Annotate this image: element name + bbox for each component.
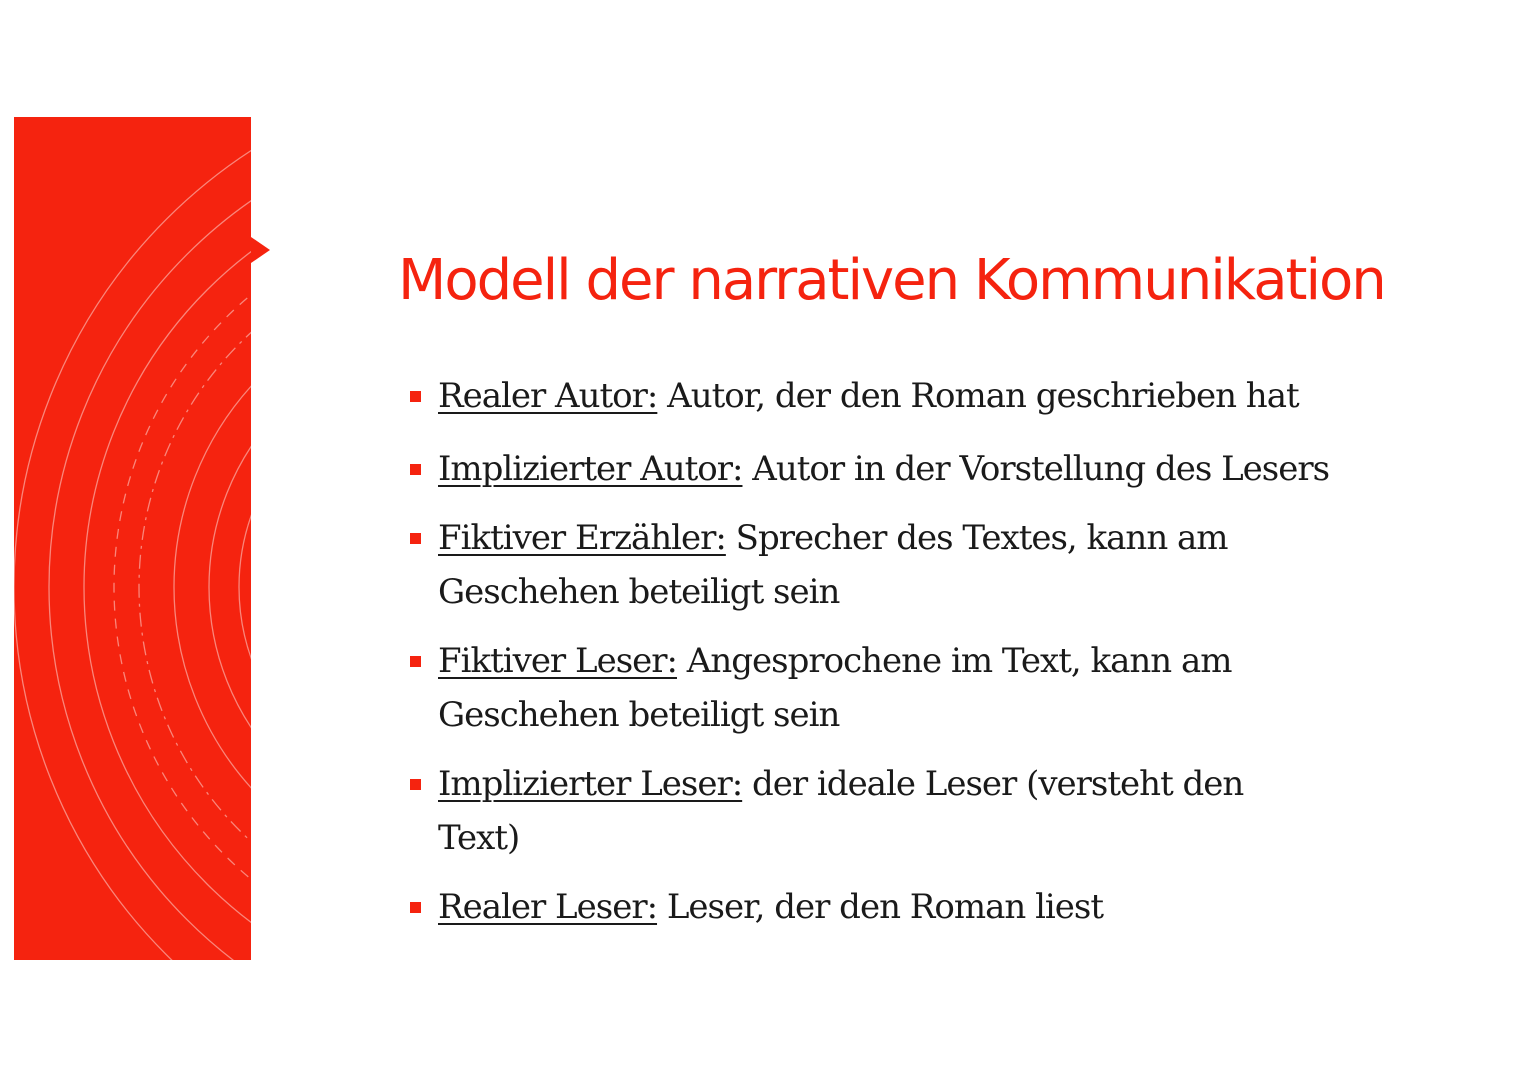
bullet-text	[438, 757, 1298, 865]
bullet-text	[438, 634, 1278, 742]
bullet-term: Realer Autor:	[438, 376, 658, 416]
bullet-marker	[410, 391, 421, 402]
bullet-text	[438, 511, 1268, 619]
bullet-term: Implizierter Autor:	[438, 449, 743, 489]
bullet-description: der ideale Leser (versteht den Text)	[438, 764, 1244, 858]
bullet-term: Implizierter Leser:	[438, 764, 743, 804]
bullet-text	[438, 880, 1398, 934]
bullet-text	[438, 369, 1398, 423]
bullet-marker	[410, 533, 421, 544]
bullet-marker	[410, 464, 421, 475]
bullet-marker	[410, 656, 421, 667]
bullet-description: Sprecher des Textes, kann am Geschehen beteiligt sein	[438, 518, 1228, 612]
bullet-text	[438, 442, 1398, 496]
bullet-term: Fiktiver Leser:	[438, 641, 677, 681]
bullet-description: Autor, der den Roman geschrieben hat	[657, 376, 1299, 416]
bullet-term: Fiktiver Erzähler:	[438, 518, 726, 558]
slide-title: Modell der narrativen Kommunikation	[398, 248, 1385, 313]
bullet-description: Leser, der den Roman liest	[657, 887, 1104, 927]
bullet-term: Realer Leser:	[438, 887, 658, 927]
bullet-description: Autor in der Vorstellung des Lesers	[742, 449, 1330, 489]
bullet-description: Angesprochene im Text, kann am Geschehen beteiligt sein	[438, 641, 1232, 735]
bullet-marker	[410, 902, 421, 913]
bullet-marker	[410, 779, 421, 790]
